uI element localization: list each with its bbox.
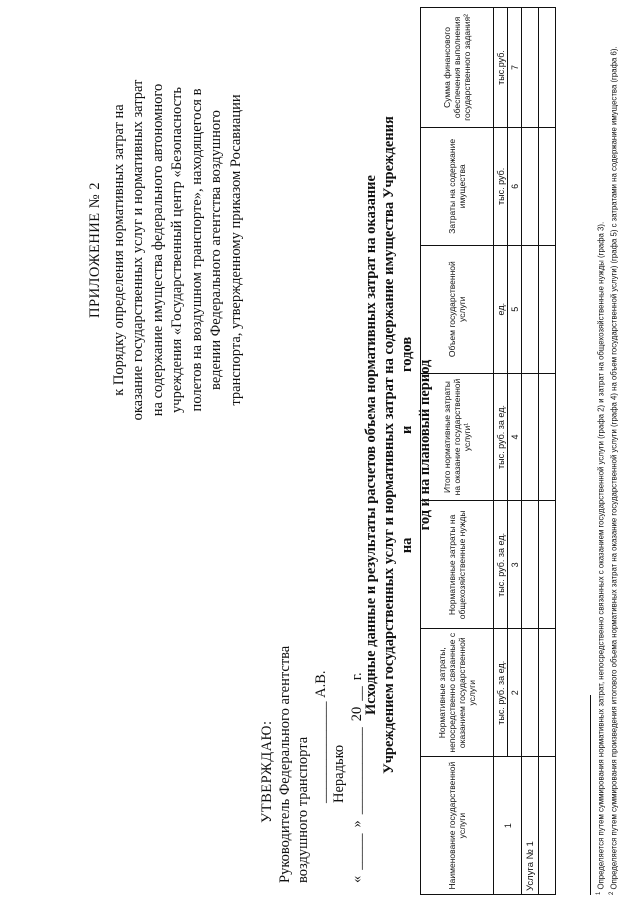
table-cell — [522, 245, 539, 373]
column-number: 6 — [508, 127, 522, 245]
column-header: Нормативные затраты, непосредственно связанные с оказанием государственной услуги — [421, 629, 494, 757]
column-header: Нормативные затраты на общехозяйственные нужды — [421, 501, 494, 629]
table-cell — [539, 8, 556, 128]
appendix-line: учреждения «Государственный центр «Безопасность — [169, 87, 185, 413]
column-number: 2 — [508, 629, 522, 757]
table-cell — [522, 629, 539, 757]
table-cell — [539, 629, 556, 757]
column-header: Объем государственной услуги — [421, 245, 494, 373]
approval-block — [258, 613, 366, 883]
appendix-line: ведении Федерального агентства воздушного — [208, 110, 224, 390]
table-cell — [539, 245, 556, 373]
column-number: 5 — [508, 245, 522, 373]
unit-cell: тыс. руб. за ед. — [494, 501, 508, 629]
table-cell: Услуга № 1 — [522, 757, 539, 895]
table-row — [539, 8, 556, 895]
unit-cell: тыс.руб. — [494, 8, 508, 128]
footnote-separator — [590, 695, 591, 895]
table-cell — [522, 501, 539, 629]
appendix-line: на содержание имущества федерального автономного — [149, 83, 166, 417]
column-header: Наименование государственной услуги — [421, 757, 494, 895]
approval-title: УТВЕРЖДАЮ: — [259, 720, 275, 823]
table-cell — [539, 127, 556, 245]
norms-table — [420, 7, 556, 895]
table-units-row — [494, 8, 508, 895]
appendix-line: оказание государственных услуг и нормативных затрат — [130, 79, 146, 421]
appendix-block — [86, 35, 246, 465]
column-number: 7 — [508, 8, 522, 128]
table-cell — [539, 373, 556, 501]
footnote-2: $^2$ Определяется путем суммирования произведения итогового объема нормативных затрат на оказание государственной услуги (графа 4) на объем государственной услуги) (графа 5) с затратами на содержание имущества (графа 6). — [608, 46, 619, 895]
table-cell — [539, 757, 556, 895]
table-row — [522, 8, 539, 895]
title-line: Исходные данные и результаты расчетов объема нормативных затрат на оказание — [363, 175, 379, 715]
unit-cell: тыс. руб. за ед. — [494, 373, 508, 501]
appendix-line: транспорта, утвержденному приказом Росавиации — [227, 94, 244, 406]
unit-cell: тыс. руб. за ед. — [494, 629, 508, 757]
table-cell — [522, 373, 539, 501]
table-cell — [539, 501, 556, 629]
table-header-row — [421, 8, 494, 895]
approval-line: воздушного транспорта — [295, 736, 311, 883]
approval-line: Руководитель Федерального агентства — [277, 645, 293, 883]
column-header: Сумма финансового обеспечения выполнения государственного задания² — [421, 8, 494, 128]
table-cell — [522, 127, 539, 245]
appendix-heading: ПРИЛОЖЕНИЕ № 2 — [87, 182, 103, 318]
appendix-line: полетов на воздушном транспорте», находящегося в — [188, 88, 205, 412]
approval-signer: ______________ А.В. Нерадько — [313, 670, 347, 803]
column-number: 4 — [508, 373, 522, 501]
title-line: Учреждением государственных услуг и нормативных затрат на содержание имущества Учреждения — [381, 116, 397, 774]
column-header: Итого нормативные затраты на оказание государственной услуги¹ — [421, 373, 494, 501]
footnote-1: $^1$ Определяется путем суммирования нормативных затрат, непосредственно связанных с оказанием государственной услуги (графа 2) и затрат на общехозяйственные нужды (графа 3). — [596, 221, 606, 895]
title-line: на и годов — [399, 336, 415, 554]
unit-cell: тыс. руб. — [494, 127, 508, 245]
appendix-line: к Порядку определения нормативных затрат на — [110, 104, 127, 396]
footnotes — [594, 15, 619, 895]
unit-cell: ед. — [494, 245, 508, 373]
unit-cell: 1 — [494, 757, 522, 895]
column-header: Затраты на содержание имущества — [421, 127, 494, 245]
title-line: год и на плановый период — [417, 359, 433, 531]
table-cell — [522, 8, 539, 128]
column-number: 3 — [508, 501, 522, 629]
approval-date: « _____ » ____________ 20 __ г. — [349, 672, 365, 883]
